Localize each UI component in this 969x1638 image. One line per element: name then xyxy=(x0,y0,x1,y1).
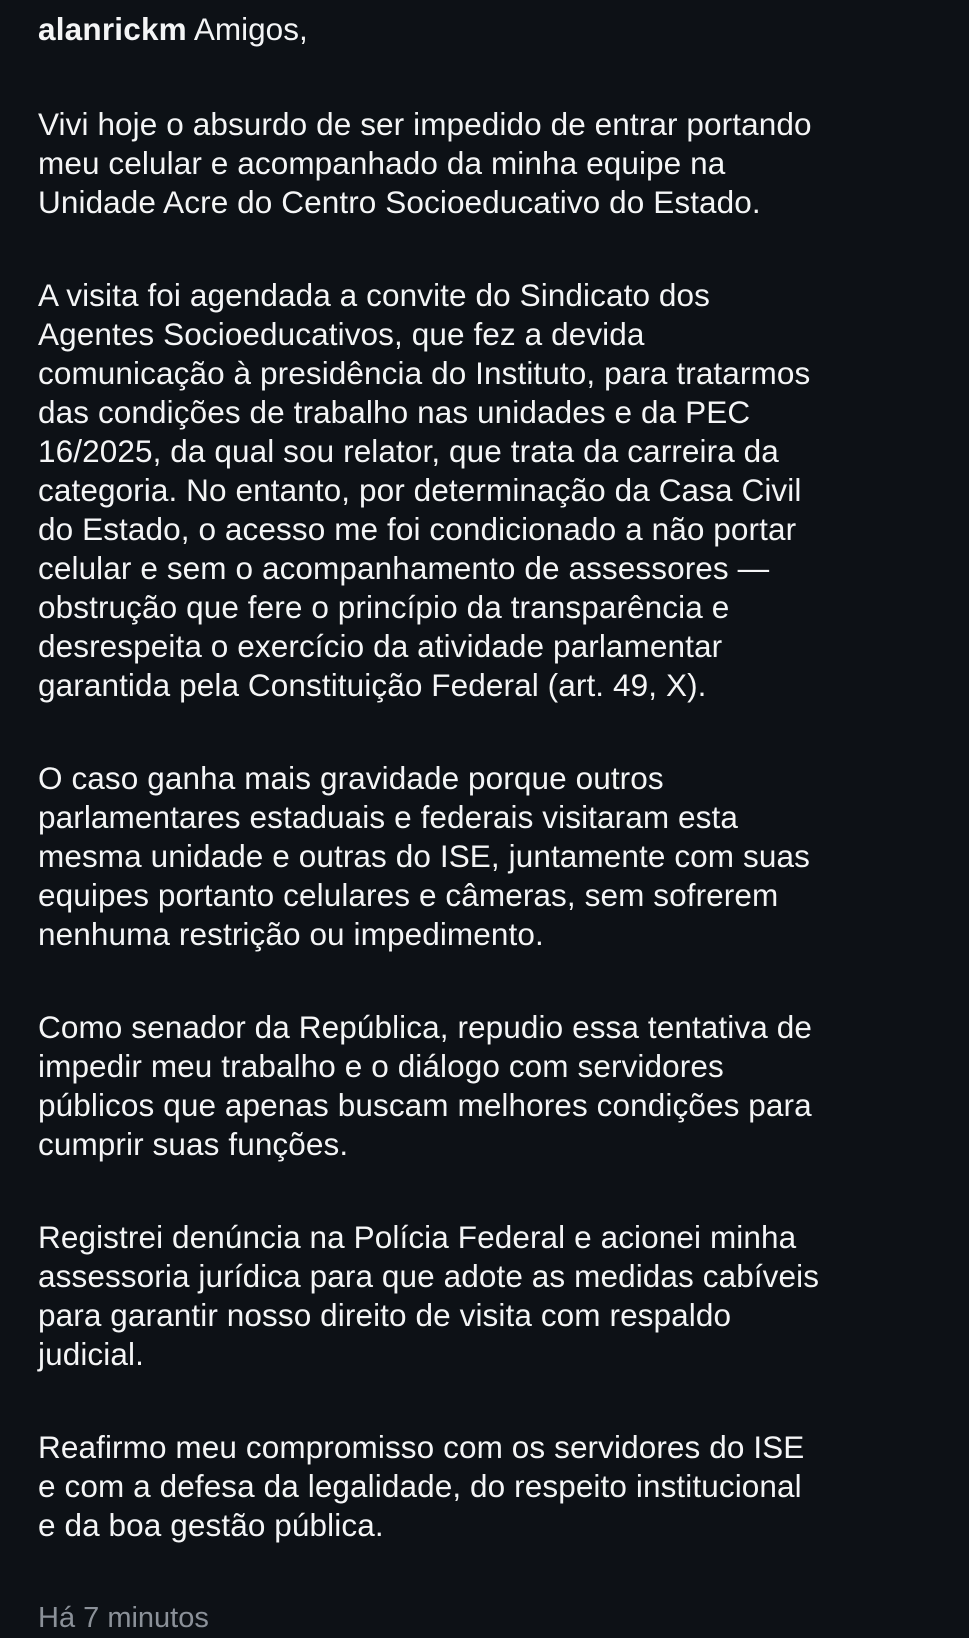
caption-line: e com a defesa da legalidade, do respeito institucional xyxy=(38,1468,802,1504)
caption-line: mesma unidade e outras do ISE, juntamente com suas xyxy=(38,838,810,874)
caption-paragraph xyxy=(38,1428,941,1545)
caption-line: impedir meu trabalho e o diálogo com servidores xyxy=(38,1048,724,1084)
caption-line: meu celular e acompanhado da minha equipe na xyxy=(38,145,726,181)
caption-line: judicial. xyxy=(38,1336,144,1372)
caption-line: do Estado, o acesso me foi condicionado a não portar xyxy=(38,511,797,547)
caption-line: Reafirmo meu compromisso com os servidores do ISE xyxy=(38,1429,805,1465)
caption-line: obstrução que fere o princípio da transparência e xyxy=(38,589,730,625)
caption-paragraph xyxy=(38,105,941,222)
caption-line: assessoria jurídica para que adote as medidas cabíveis xyxy=(38,1258,820,1294)
caption-line: 16/2025, da qual sou relator, que trata da carreira da xyxy=(38,433,779,469)
caption-line: Registrei denúncia na Polícia Federal e acionei minha xyxy=(38,1219,797,1255)
caption-line: A visita foi agendada a convite do Sindicato dos xyxy=(38,277,711,313)
caption-line: Unidade Acre do Centro Socioeducativo do Estado. xyxy=(38,184,761,220)
caption-line: das condições de trabalho nas unidades e da PEC xyxy=(38,394,751,430)
caption-line: garantida pela Constituição Federal (art. 49, X). xyxy=(38,667,707,703)
caption-paragraph xyxy=(38,1008,941,1164)
caption-line: celular e sem o acompanhamento de assessores — xyxy=(38,550,770,586)
caption-line: desrespeita o exercício da atividade parlamentar xyxy=(38,628,723,664)
caption-line: Como senador da República, repudio essa tentativa de xyxy=(38,1009,812,1045)
caption-line: públicos que apenas buscam melhores condições para xyxy=(38,1087,812,1123)
caption-line: cumprir suas funções. xyxy=(38,1126,349,1162)
caption-line: e da boa gestão pública. xyxy=(38,1507,384,1543)
username-link[interactable]: alanrickm xyxy=(38,11,187,47)
caption-paragraph xyxy=(38,759,941,954)
caption-line: comunicação à presidência do Instituto, para tratarmos xyxy=(38,355,811,391)
caption-line: categoria. No entanto, por determinação da Casa Civil xyxy=(38,472,802,508)
caption-body xyxy=(38,105,941,1545)
caption-line: Vivi hoje o absurdo de ser impedido de entrar portando xyxy=(38,106,812,142)
caption-paragraph xyxy=(38,276,941,705)
caption-paragraph xyxy=(38,1218,941,1374)
caption-line: equipes portanto celulares e câmeras, sem sofrerem xyxy=(38,877,779,913)
caption-intro-text: Amigos, xyxy=(193,11,308,47)
timestamp: Há 7 minutos xyxy=(38,1602,209,1634)
caption-line: O caso ganha mais gravidade porque outros xyxy=(38,760,664,796)
caption-line: parlamentares estaduais e federais visitaram esta xyxy=(38,799,738,835)
caption-first-line xyxy=(38,10,941,49)
caption-line: para garantir nosso direito de visita com respaldo xyxy=(38,1297,732,1333)
caption-line: nenhuma restrição ou impedimento. xyxy=(38,916,544,952)
caption-line: Agentes Socioeducativos, que fez a devida xyxy=(38,316,645,352)
